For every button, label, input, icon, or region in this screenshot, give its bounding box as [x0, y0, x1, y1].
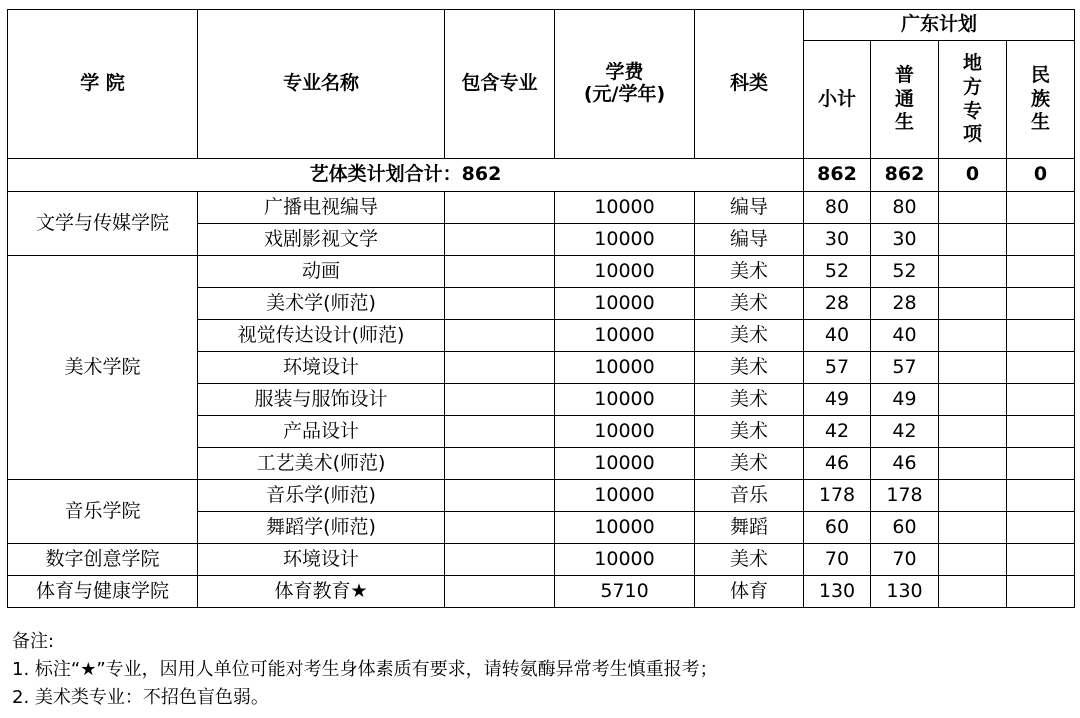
header-tuition-line2: (元/学年): [583, 83, 666, 105]
college-cell: 美术学院: [8, 256, 198, 480]
ethnic-cell: [1007, 480, 1075, 512]
college-cell: 音乐学院: [8, 480, 198, 544]
total-row: [8, 159, 1075, 192]
major-cell: 音乐学(师范): [198, 480, 445, 512]
ordinary-cell: 42: [871, 416, 939, 448]
subtotal-cell: 178: [804, 480, 871, 512]
ordinary-cell: 46: [871, 448, 939, 480]
tuition-cell: 10000: [555, 352, 695, 384]
local-special-cell: [939, 480, 1007, 512]
ethnic-cell: [1007, 448, 1075, 480]
tuition-cell: 10000: [555, 320, 695, 352]
major-cell: 产品设计: [198, 416, 445, 448]
table-row: [8, 480, 1075, 512]
tuition-cell: 10000: [555, 384, 695, 416]
includes-cell: [445, 256, 555, 288]
college-cell: 体育与健康学院: [8, 576, 198, 608]
tuition-cell: 5710: [555, 576, 695, 608]
ordinary-cell: 178: [871, 480, 939, 512]
subtotal-cell: 52: [804, 256, 871, 288]
ethnic-cell: [1007, 576, 1075, 608]
includes-cell: [445, 480, 555, 512]
header-ethnic: [1007, 41, 1075, 159]
includes-cell: [445, 192, 555, 224]
local-special-cell: [939, 320, 1007, 352]
ethnic-cell: [1007, 224, 1075, 256]
ethnic-cell: [1007, 416, 1075, 448]
ordinary-cell: 30: [871, 224, 939, 256]
local-special-cell: [939, 256, 1007, 288]
ethnic-cell: [1007, 384, 1075, 416]
subtotal-cell: 42: [804, 416, 871, 448]
major-cell: 服装与服饰设计: [198, 384, 445, 416]
table-row: [8, 256, 1075, 288]
major-cell: 美术学(师范): [198, 288, 445, 320]
local-special-cell: [939, 288, 1007, 320]
subtotal-cell: 130: [804, 576, 871, 608]
category-cell: 编导: [695, 224, 804, 256]
notes-line-1: 1. 标注“★”专业，因用人单位可能对考生身体素质有要求，请转氨酶异常考生慎重报考；: [12, 659, 718, 680]
tuition-cell: 10000: [555, 416, 695, 448]
tuition-cell: 10000: [555, 192, 695, 224]
local-special-cell: [939, 544, 1007, 576]
includes-cell: [445, 352, 555, 384]
category-cell: 美术: [695, 384, 804, 416]
major-cell: 工艺美术(师范): [198, 448, 445, 480]
total-ethnic: 0: [1007, 159, 1075, 192]
header-ethnic-text: 民族生: [1031, 63, 1051, 134]
header-guangdong-plan: 广东计划: [804, 10, 1075, 41]
ethnic-cell: [1007, 544, 1075, 576]
includes-cell: [445, 224, 555, 256]
subtotal-cell: 40: [804, 320, 871, 352]
tuition-cell: 10000: [555, 256, 695, 288]
major-cell: 环境设计: [198, 352, 445, 384]
ethnic-cell: [1007, 256, 1075, 288]
category-cell: 美术: [695, 448, 804, 480]
local-special-cell: [939, 448, 1007, 480]
includes-cell: [445, 288, 555, 320]
table-row: [8, 576, 1075, 608]
college-cell: 数字创意学院: [8, 544, 198, 576]
category-cell: 美术: [695, 352, 804, 384]
header-local-special-text: 地方专项: [962, 52, 982, 146]
includes-cell: [445, 320, 555, 352]
local-special-cell: [939, 352, 1007, 384]
subtotal-cell: 57: [804, 352, 871, 384]
local-special-cell: [939, 576, 1007, 608]
total-local-special: 0: [939, 159, 1007, 192]
subtotal-cell: 49: [804, 384, 871, 416]
major-cell: 广播电视编导: [198, 192, 445, 224]
college-cell: 文学与传媒学院: [8, 192, 198, 256]
tuition-cell: 10000: [555, 224, 695, 256]
ethnic-cell: [1007, 192, 1075, 224]
local-special-cell: [939, 416, 1007, 448]
subtotal-cell: 80: [804, 192, 871, 224]
major-cell: 体育教育★: [198, 576, 445, 608]
header-college: 学 院: [8, 10, 198, 159]
includes-cell: [445, 384, 555, 416]
major-cell: 视觉传达设计(师范): [198, 320, 445, 352]
table-row: [8, 192, 1075, 224]
ordinary-cell: 130: [871, 576, 939, 608]
header-major: 专业名称: [198, 10, 445, 159]
includes-cell: [445, 544, 555, 576]
includes-cell: [445, 512, 555, 544]
category-cell: 舞蹈: [695, 512, 804, 544]
header-subtotal: 小计: [804, 41, 871, 159]
header-ordinary: [871, 41, 939, 159]
subtotal-cell: 30: [804, 224, 871, 256]
header-includes: 包含专业: [445, 10, 555, 159]
category-cell: 编导: [695, 192, 804, 224]
tuition-cell: 10000: [555, 288, 695, 320]
notes: [12, 628, 718, 712]
total-ordinary: 862: [871, 159, 939, 192]
table-body: [8, 159, 1075, 608]
local-special-cell: [939, 224, 1007, 256]
local-special-cell: [939, 384, 1007, 416]
category-cell: 美术: [695, 320, 804, 352]
subtotal-cell: 28: [804, 288, 871, 320]
local-special-cell: [939, 192, 1007, 224]
header-tuition: [555, 10, 695, 159]
ordinary-cell: 40: [871, 320, 939, 352]
major-cell: 动画: [198, 256, 445, 288]
ordinary-cell: 52: [871, 256, 939, 288]
includes-cell: [445, 448, 555, 480]
header-tuition-line1: 学费: [605, 61, 644, 84]
category-cell: 美术: [695, 416, 804, 448]
table-row: [8, 544, 1075, 576]
enrollment-plan-table: [7, 9, 1075, 608]
header-local-special: [939, 41, 1007, 159]
category-cell: 体育: [695, 576, 804, 608]
category-cell: 美术: [695, 544, 804, 576]
ordinary-cell: 80: [871, 192, 939, 224]
ethnic-cell: [1007, 512, 1075, 544]
category-cell: 音乐: [695, 480, 804, 512]
notes-title: 备注:: [12, 631, 55, 652]
total-subtotal: 862: [804, 159, 871, 192]
major-cell: 戏剧影视文学: [198, 224, 445, 256]
ordinary-cell: 49: [871, 384, 939, 416]
subtotal-cell: 46: [804, 448, 871, 480]
ethnic-cell: [1007, 352, 1075, 384]
ordinary-cell: 28: [871, 288, 939, 320]
tuition-cell: 10000: [555, 448, 695, 480]
category-cell: 美术: [695, 288, 804, 320]
major-cell: 舞蹈学(师范): [198, 512, 445, 544]
tuition-cell: 10000: [555, 480, 695, 512]
ordinary-cell: 57: [871, 352, 939, 384]
subtotal-cell: 60: [804, 512, 871, 544]
tuition-cell: 10000: [555, 544, 695, 576]
includes-cell: [445, 576, 555, 608]
header-ordinary-text: 普通生: [894, 63, 914, 134]
ordinary-cell: 60: [871, 512, 939, 544]
ordinary-cell: 70: [871, 544, 939, 576]
notes-line-2: 2. 美术类专业：不招色盲色弱。: [12, 687, 269, 708]
category-cell: 美术: [695, 256, 804, 288]
local-special-cell: [939, 512, 1007, 544]
header-row-1: [8, 10, 1075, 41]
subtotal-cell: 70: [804, 544, 871, 576]
tuition-cell: 10000: [555, 512, 695, 544]
includes-cell: [445, 416, 555, 448]
major-cell: 环境设计: [198, 544, 445, 576]
header-category: 科类: [695, 10, 804, 159]
ethnic-cell: [1007, 288, 1075, 320]
ethnic-cell: [1007, 320, 1075, 352]
total-label: 艺体类计划合计：862: [8, 159, 804, 192]
